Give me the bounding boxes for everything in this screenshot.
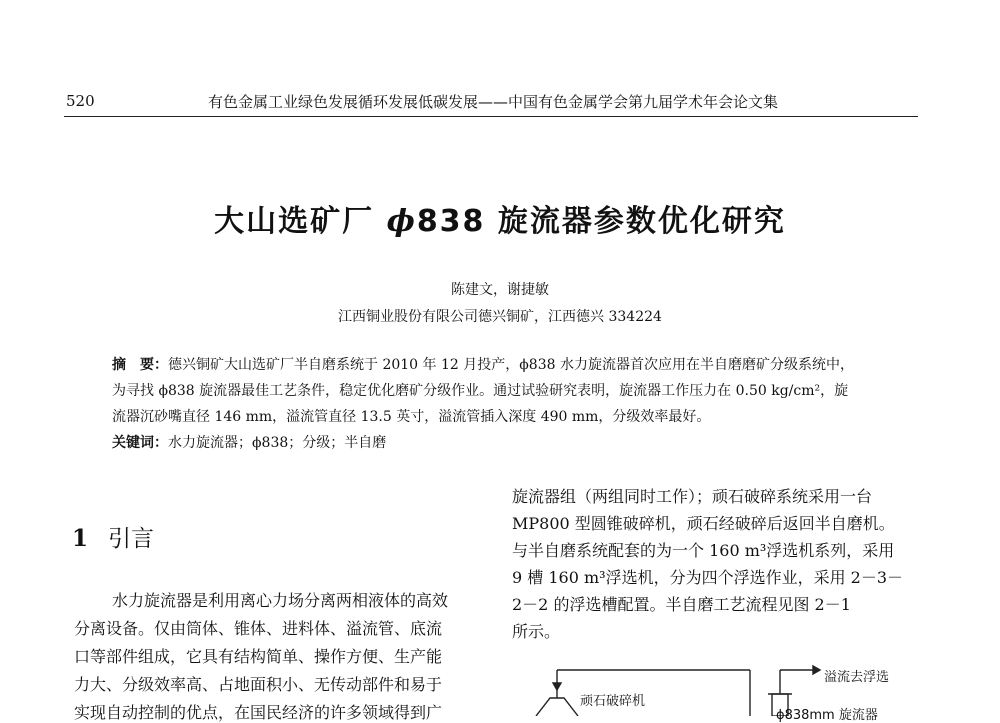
overflow-arrow: [813, 666, 820, 674]
left-paragraph-line: 力大、分级效率高、占地面积小、无传动部件和易于: [74, 675, 443, 694]
section-title: 引言: [108, 526, 155, 552]
left-paragraph-line: 水力旋流器是利用离心力场分离两相液体的高效: [112, 591, 449, 610]
keywords-text: 水力旋流器；ϕ838；分级；半自磨: [168, 435, 387, 451]
keywords-label: 关键词：: [112, 435, 168, 451]
title-phi-symbol: ϕ: [386, 204, 417, 239]
right-paragraph-line: 所示。: [512, 622, 561, 641]
left-paragraph-line: 实现自动控制的优点，在国民经济的许多领域得到广: [74, 703, 443, 722]
right-paragraph-line: 2－2 的浮选槽配置。半自磨工艺流程见图 2－1: [512, 595, 851, 614]
figure-label-cyclone: ϕ838mm 旋流器: [776, 708, 878, 723]
abstract-line-1: [112, 354, 854, 374]
running-title: 有色金属工业绿色发展循环发展低碳发展——中国有色金属学会第九届学术年会论文集: [208, 93, 779, 111]
paper-title: [0, 196, 1000, 240]
header-rule: [64, 116, 918, 117]
left-paragraph-line: 口等部件组成，它具有结构简单、操作方便、生产能: [74, 647, 443, 666]
page-number: 520: [66, 92, 95, 110]
section-heading: [72, 520, 154, 553]
abstract-label: 摘 要：: [112, 357, 168, 373]
crusher-shape: [536, 698, 578, 716]
abstract-line-2: 为寻找 ϕ838 旋流器最佳工艺条件，稳定优化磨矿分级作业。通过试验研究表明，旋流器工作压力在 0.50 kg/cm²，旋: [112, 383, 849, 399]
abstract-text-1: 德兴铜矿大山选矿厂半自磨系统于 2010 年 12 月投产，ϕ838 水力旋流器首次应用在半自磨磨矿分级系统中，: [168, 357, 854, 373]
title-suffix: 838 旋流器参数优化研究: [416, 204, 786, 239]
figure-label-crusher: 顽石破碎机: [580, 694, 646, 709]
section-number: 1: [72, 525, 89, 552]
keywords-line: [112, 432, 386, 452]
right-paragraph-line: 9 槽 160 m³浮选机，分为四个浮选作业，采用 2－3－: [512, 568, 904, 587]
right-paragraph-line: 与半自磨系统配套的为一个 160 m³浮选机系列，采用: [512, 541, 895, 560]
left-paragraph-line: 分离设备。仅由筒体、锥体、进料体、溢流管、底流: [74, 619, 443, 638]
title-prefix: 大山选矿厂: [214, 204, 375, 239]
right-paragraph-line: 旋流器组（两组同时工作）；顽石破碎系统采用一台: [512, 487, 873, 506]
authors: 陈建文，谢捷敏: [451, 282, 549, 298]
figure-label-overflow: 溢流去浮选: [824, 670, 890, 685]
abstract-line-3: 流器沉砂嘴直径 146 mm，溢流管直径 13.5 英寸，溢流管插入深度 490 mm，分级效率最好。: [112, 409, 711, 425]
affiliation: 江西铜业股份有限公司德兴铜矿，江西德兴 334224: [338, 309, 662, 325]
crusher-arrow: [553, 683, 561, 690]
right-paragraph-line: MP800 型圆锥破碎机，顽石经破碎后返回半自磨机。: [512, 514, 895, 533]
